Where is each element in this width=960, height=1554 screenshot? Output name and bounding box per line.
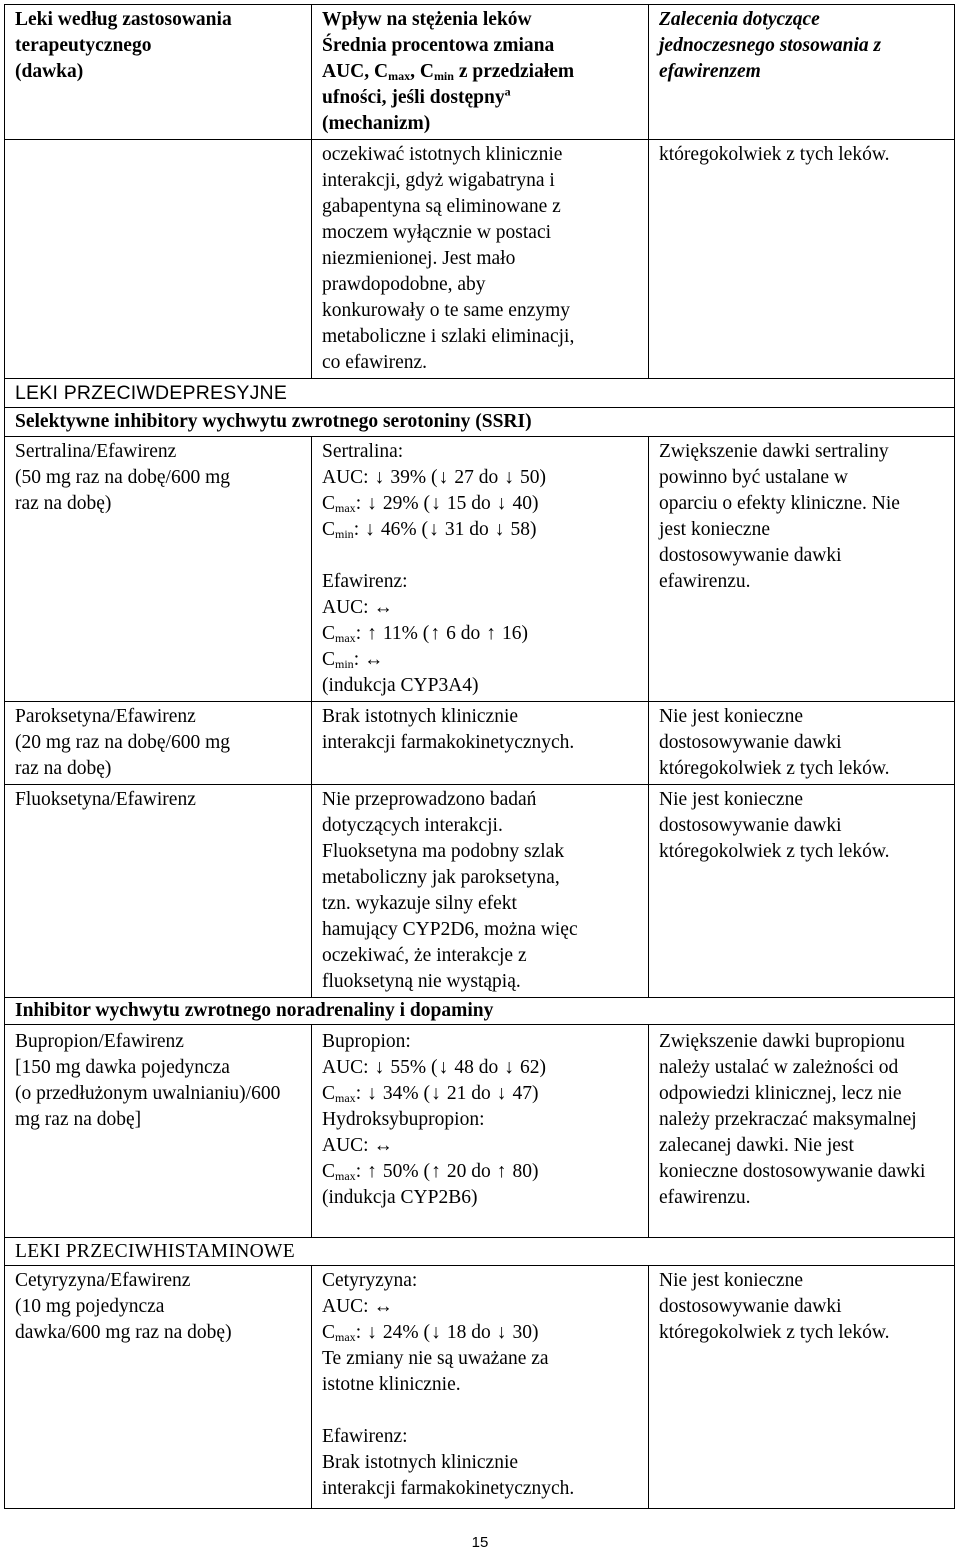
text-line: efawirenzu. [659, 1187, 751, 1208]
text-line: Cetyryzyna: [322, 1270, 418, 1291]
down-arrow-icon: ↓ [504, 467, 514, 488]
drug-cell [5, 785, 312, 998]
drug-name: Cetyryzyna/Efawirenz [15, 1270, 191, 1291]
down-arrow-icon: ↓ [431, 1322, 441, 1343]
up-arrow-icon: ↑ [367, 1161, 377, 1182]
text-line: Te zmiany nie są uważane za [322, 1348, 549, 1369]
text-line: któregokolwiek z tych leków. [659, 841, 890, 862]
text-line: efawirenzu. [659, 571, 751, 592]
effect-cell [312, 702, 649, 785]
text-line: Brak istotnych klinicznie [322, 1452, 519, 1473]
text-line: Fluoksetyna ma podobny szlak [322, 841, 565, 862]
text-line: tzn. wykazuje silny efekt [322, 893, 517, 914]
drug-name: Paroksetyna/Efawirenz [15, 706, 196, 727]
section-row-antihistamines [5, 1238, 955, 1266]
mechanism: (indukcja CYP3A4) [322, 675, 479, 696]
text-line: Zwiększenie dawki bupropionu [659, 1031, 905, 1052]
text-line: Hydroksybupropion: [322, 1109, 485, 1130]
down-arrow-icon: ↓ [496, 493, 507, 514]
text-line: oczekiwać istotnych klinicznie [322, 144, 563, 165]
table-header-row [5, 5, 955, 140]
header-text: (dawka) [15, 61, 84, 82]
up-arrow-icon: ↑ [431, 1161, 441, 1182]
text-line: któregokolwiek z tych leków. [659, 144, 890, 165]
text-line: gabapentyna są eliminowane z [322, 196, 561, 217]
down-arrow-icon: ↓ [429, 519, 439, 540]
header-text: Średnia procentowa zmiana [322, 35, 555, 56]
down-arrow-icon: ↓ [431, 1083, 441, 1104]
header-text: (mechanizm) [322, 113, 431, 134]
effect-cell [312, 1266, 649, 1509]
cmax-line: $C_{max}$: ↑ 50% (↑ 20 do ↑ 80) [322, 1161, 539, 1183]
text-line: jest konieczne [659, 519, 770, 540]
text-line: należy przekraczać maksymalnej [659, 1109, 917, 1130]
effect-cell [312, 1025, 649, 1238]
down-arrow-icon: ↓ [431, 493, 441, 514]
cmin-line: $C_{min}$: ↓ 46% (↓ 31 do ↓ 58) [322, 519, 537, 541]
drug-dose: (10 mg pojedyncza [15, 1296, 165, 1317]
effect-cell [312, 785, 649, 998]
text-line: metaboliczny jak paroksetyna, [322, 867, 560, 888]
down-arrow-icon: ↓ [367, 493, 377, 514]
text-line: należy ustalać w zależności od [659, 1057, 899, 1078]
auc-line: AUC: ↔ [322, 1135, 393, 1156]
text-line: moczem wyłącznie w postaci [322, 222, 552, 243]
text-line: konkurowały o te same enzymy [322, 300, 571, 321]
header-col-recommendation [649, 5, 955, 140]
down-arrow-icon: ↓ [438, 467, 449, 488]
page-number: 15 [471, 1534, 489, 1551]
subsection-row-ssri [5, 408, 955, 437]
drug-cell [5, 1266, 312, 1509]
text-line: dostosowywanie dawki [659, 545, 842, 566]
text-line: istotne klinicznie. [322, 1374, 461, 1395]
cmax-line: $C_{max}$: ↓ 34% (↓ 21 do ↓ 47) [322, 1083, 539, 1105]
header-text: Leki według zastosowania [15, 9, 232, 30]
header-text: jednoczesnego stosowania z [659, 35, 882, 56]
cmax-line: $C_{max}$: ↑ 11% (↑ 6 do ↑ 16) [322, 623, 528, 645]
drug-dose: raz na dobę) [15, 758, 112, 779]
cmin-line: $C_{min}$: ↔ [322, 649, 384, 671]
text-line: któregokolwiek z tych leków. [659, 1322, 890, 1343]
section-title: LEKI PRZECIWHISTAMINOWE [5, 1238, 955, 1266]
text-line: Brak istotnych klinicznie [322, 706, 519, 727]
text-line: dostosowywanie dawki [659, 1296, 842, 1317]
drug-dose: raz na dobę) [15, 493, 112, 514]
table-row-sertraline [5, 437, 955, 702]
text-line: interakcji farmakokinetycznych. [322, 732, 575, 753]
text-line: Sertralina: [322, 441, 404, 462]
drug-name: Sertralina/Efawirenz [15, 441, 177, 462]
text-line: Efawirenz: [322, 1426, 408, 1447]
cmax-line: $C_{max}$: ↓ 29% (↓ 15 do ↓ 40) [322, 493, 539, 515]
drug-dose: dawka/600 mg raz na dobę) [15, 1322, 232, 1343]
drug-name: Bupropion/Efawirenz [15, 1031, 184, 1052]
cont-drug-cell [5, 140, 312, 379]
down-arrow-icon: ↓ [374, 1057, 385, 1078]
mechanism: (indukcja CYP2B6) [322, 1187, 478, 1208]
text-line: prawdopodobne, aby [322, 274, 486, 295]
table-row-bupropion [5, 1025, 955, 1238]
table-row-cetirizine [5, 1266, 955, 1509]
cont-rec-cell [649, 140, 955, 379]
cont-effect-cell [312, 140, 649, 379]
header-col-effect [312, 5, 649, 140]
table-row-fluoxetine [5, 785, 955, 998]
text-line: dotyczących interakcji. [322, 815, 503, 836]
effect-cell [312, 437, 649, 702]
text-line: fluoksetyną nie wystąpią. [322, 971, 521, 992]
text-line: Bupropion: [322, 1031, 411, 1052]
drug-cell [5, 702, 312, 785]
section-title: LEKI PRZECIWDEPRESYJNE [5, 379, 955, 408]
text-line: metaboliczne i szlaki eliminacji, [322, 326, 575, 347]
text-line: niezmienionej. Jest mało [322, 248, 516, 269]
drug-dose: (o przedłużonym uwalnianiu)/600 [15, 1083, 281, 1104]
table-row-paroxetine [5, 702, 955, 785]
text-line: oparciu o efekty kliniczne. Nie [659, 493, 900, 514]
cmax-line: $C_{max}$: ↓ 24% (↓ 18 do ↓ 30) [322, 1322, 539, 1344]
text-line: dostosowywanie dawki [659, 815, 842, 836]
down-arrow-icon: ↓ [374, 467, 385, 488]
subsection-title: Inhibitor wychwytu zwrotnego noradrenaliny i dopaminy [5, 998, 955, 1025]
down-arrow-icon: ↓ [496, 1083, 507, 1104]
drug-dose: (20 mg raz na dobę/600 mg [15, 732, 230, 753]
auc-line: AUC: ↔ [322, 597, 393, 618]
down-arrow-icon: ↓ [367, 1083, 377, 1104]
spacer [322, 1398, 640, 1424]
table-row-continuation [5, 140, 955, 379]
recommendation-cell [649, 785, 955, 998]
down-arrow-icon: ↓ [438, 1057, 449, 1078]
drug-cell [5, 1025, 312, 1238]
text-line: Efawirenz: [322, 571, 408, 592]
text-line: Nie jest konieczne [659, 706, 804, 727]
header-text: Wpływ na stężenia leków [322, 9, 532, 30]
down-arrow-icon: ↓ [367, 1322, 377, 1343]
subsection-row-ndri [5, 998, 955, 1025]
header-text: efawirenzem [659, 61, 761, 82]
drug-dose: (50 mg raz na dobę/600 mg [15, 467, 230, 488]
drug-name: Fluoksetyna/Efawirenz [15, 789, 196, 810]
text-line: konieczne dostosowywanie dawki [659, 1161, 926, 1182]
recommendation-cell [649, 702, 955, 785]
text-line: Zwiększenie dawki sertraliny [659, 441, 889, 462]
text-line: hamujący CYP2D6, można więc [322, 919, 578, 940]
auc-line: AUC: ↔ [322, 1296, 393, 1317]
auc-line: AUC: ↓ 55% (↓ 48 do ↓ 62) [322, 1055, 640, 1081]
text-line: zalecanej dawki. Nie jest [659, 1135, 854, 1156]
spacer [322, 543, 640, 569]
subsection-title: Selektywne inhibitory wychwytu zwrotnego serotoniny (SSRI) [5, 408, 955, 437]
text-line: co efawirenz. [322, 352, 428, 373]
up-arrow-icon: ↑ [486, 623, 496, 644]
up-arrow-icon: ↑ [496, 1161, 507, 1182]
header-col-drugs [5, 5, 312, 140]
text-line: odpowiedzi klinicznej, lecz nie [659, 1083, 902, 1104]
interaction-table [4, 4, 955, 1509]
text-line: Nie przeprowadzono badań [322, 789, 537, 810]
header-text: ufności, jeśli dostępny$^a$ [322, 84, 511, 108]
section-row-antidepressants [5, 379, 955, 408]
down-arrow-icon: ↓ [496, 1322, 507, 1343]
auc-line: AUC: ↓ 39% (↓ 27 do ↓ 50) [322, 465, 640, 491]
header-text: AUC, $C_{max}$, $C_{min}$ z przedziałem [322, 61, 575, 83]
text-line: interakcji farmakokinetycznych. [322, 1478, 575, 1499]
recommendation-cell [649, 1266, 955, 1509]
text-line: Nie jest konieczne [659, 789, 804, 810]
text-line: któregokolwiek z tych leków. [659, 758, 890, 779]
header-text: terapeutycznego [15, 35, 152, 56]
text-line: oczekiwać, że interakcje z [322, 945, 527, 966]
recommendation-cell [649, 437, 955, 702]
text-line: interakcji, gdyż wigabatryna i [322, 170, 555, 191]
text-line: Nie jest konieczne [659, 1270, 804, 1291]
up-arrow-icon: ↑ [430, 623, 441, 644]
up-arrow-icon: ↑ [367, 623, 377, 644]
text-line: powinno być ustalane w [659, 467, 849, 488]
text-line: dostosowywanie dawki [659, 732, 842, 753]
drug-dose: mg raz na dobę] [15, 1109, 142, 1130]
header-text: Zalecenia dotyczące [659, 9, 820, 30]
down-arrow-icon: ↓ [365, 519, 375, 540]
down-arrow-icon: ↓ [504, 1057, 514, 1078]
drug-cell [5, 437, 312, 702]
down-arrow-icon: ↓ [494, 519, 505, 540]
drug-dose: [150 mg dawka pojedyncza [15, 1057, 230, 1078]
recommendation-cell [649, 1025, 955, 1238]
